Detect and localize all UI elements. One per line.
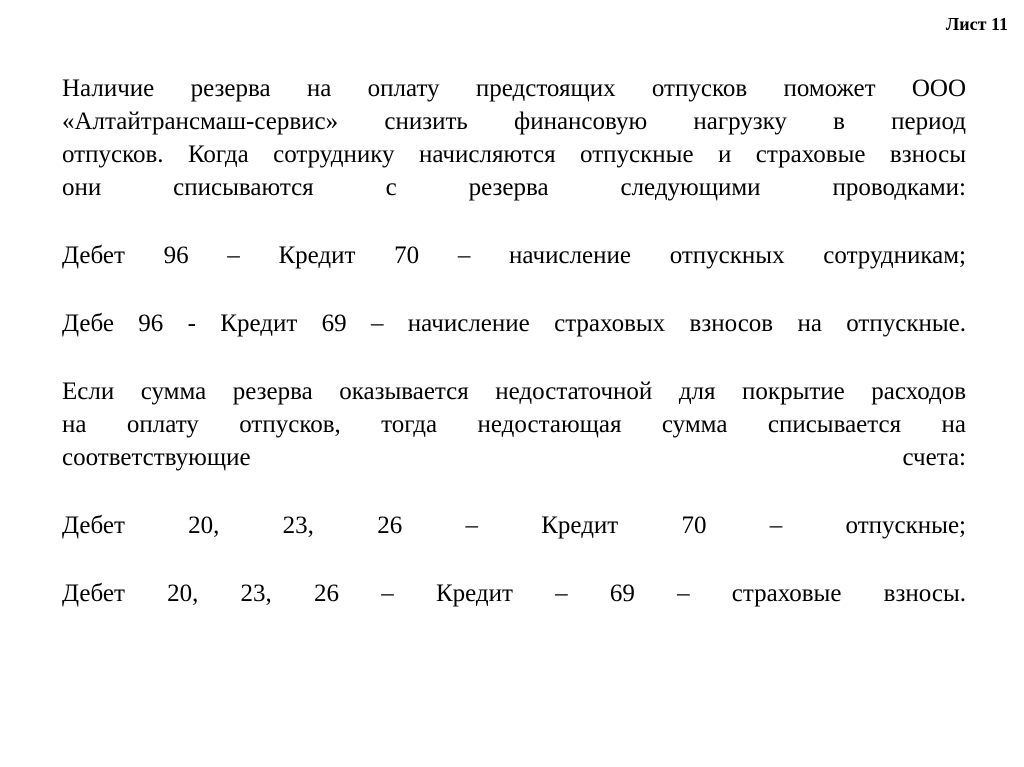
paragraph-entry-vacation-pay bbox=[62, 239, 966, 272]
sheet-label: Лист 11 bbox=[945, 14, 1008, 34]
text-line: Наличие резерва на оплату предстоящих отпусков поможет ООО bbox=[62, 75, 966, 102]
paragraph-insufficient-reserve bbox=[62, 375, 966, 474]
paragraph-entry-accounts-70 bbox=[62, 509, 966, 542]
text-line: «Алтайтрансмаш-сервис» снизить финансовую нагрузку в период bbox=[62, 108, 966, 135]
text-line: Дебет 20, 23, 26 – Кредит 70 – отпускные; bbox=[62, 512, 966, 539]
text-line: на оплату отпусков, тогда недостающая сумма списывается на bbox=[62, 411, 966, 438]
paragraph-reserve-intro bbox=[62, 72, 966, 204]
paragraph-entry-insurance bbox=[62, 307, 966, 340]
text-line: Дебе 96 - Кредит 69 – начисление страховых взносов на отпускные. bbox=[62, 310, 966, 337]
text-line: соответствующие счета: bbox=[62, 444, 966, 471]
text-line: они списываются с резерва следующими проводками: bbox=[62, 174, 966, 201]
document-body bbox=[62, 72, 966, 610]
paragraph-entry-accounts-69 bbox=[62, 577, 966, 610]
text-line: Дебет 20, 23, 26 – Кредит – 69 – страховые взносы. bbox=[62, 580, 966, 607]
text-line: Если сумма резерва оказывается недостаточной для покрытие расходов bbox=[62, 378, 966, 405]
text-line: отпусков. Когда сотруднику начисляются отпускные и страховые взносы bbox=[62, 141, 966, 168]
text-line: Дебет 96 – Кредит 70 – начисление отпускных сотрудникам; bbox=[62, 242, 966, 269]
